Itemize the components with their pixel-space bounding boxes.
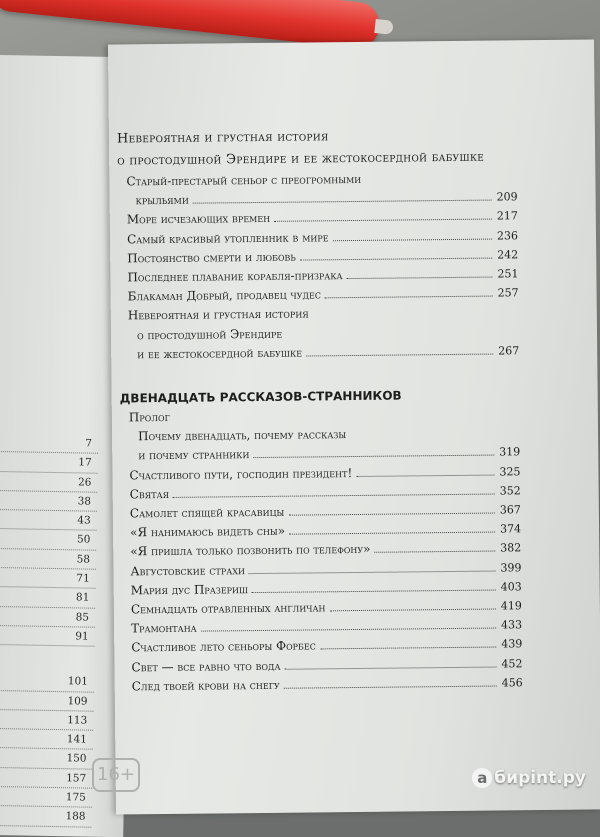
page-number: 399	[500, 560, 522, 575]
dot-leader	[374, 550, 495, 553]
toc-entry-title: Августовские страхи	[130, 562, 246, 579]
left-page-gap	[0, 645, 94, 673]
age-rating-mark: 16+	[92, 758, 140, 792]
dot-leader	[253, 454, 494, 459]
page-number: 456	[501, 676, 523, 690]
toc-entry-title: Святая	[129, 486, 170, 502]
dot-leader	[306, 352, 493, 356]
page-number: 319	[499, 445, 521, 459]
page-number: 267	[498, 344, 520, 358]
dot-leader	[300, 256, 492, 260]
toc-entry-title: «Я пришла только позвонить по телефону»	[130, 542, 371, 559]
toc-entry-title: Трамонтана	[131, 620, 197, 636]
page-number: 433	[501, 618, 523, 632]
page-number: 439	[501, 637, 523, 651]
left-page-number: 91	[0, 626, 95, 647]
page-number: 217	[496, 209, 518, 223]
toc-entry-title: Блакаман Добрый, продавец чудес	[127, 287, 322, 304]
dot-leader	[288, 512, 495, 516]
dot-leader	[289, 531, 495, 535]
dot-leader	[325, 295, 493, 299]
toc-entry-row	[132, 673, 523, 696]
page-number: 367	[499, 503, 521, 517]
toc-entry-title: Мария дус Празериш	[130, 581, 249, 598]
section-heading: ДВЕНАДЦАТЬ РАССКАЗОВ-СТРАННИКОВ	[119, 388, 402, 406]
toc-entry-title: Счастливого пути, господин президент!	[129, 465, 353, 483]
toc-entry	[126, 168, 517, 210]
dot-leader	[333, 237, 492, 241]
left-page-number: 101	[0, 671, 94, 692]
toc-entry-title: След твоей крови на снегу	[131, 677, 280, 694]
left-page-number: 150	[0, 748, 93, 769]
toc-entry-title: Постоянство смерти и любовь	[127, 249, 296, 266]
dot-leader	[173, 492, 495, 497]
left-page-number: 71	[0, 568, 96, 589]
left-page-number: 58	[0, 548, 96, 569]
page-number: 236	[496, 228, 519, 243]
toc-entry-title: и ее жестокосердной бабушке	[137, 345, 303, 362]
section-twelve-stories	[120, 384, 523, 696]
watermark	[472, 768, 586, 788]
toc-entry-title: Последнее плавание корабля-призрака	[127, 268, 343, 285]
dot-leader	[284, 684, 497, 688]
toc-entry-title: Почему двенадцать, почему рассказы	[138, 427, 347, 444]
left-page-number: 157	[0, 767, 92, 788]
toc-entry	[132, 673, 523, 696]
toc-entry-title: Счастливое лето сеньоры Форбес	[131, 638, 316, 655]
watermark-text: бирint.ру	[494, 768, 586, 788]
dot-leader	[201, 627, 496, 632]
toc-entry-title: Самый красивый утопленник в мире	[126, 229, 329, 246]
toc-entry-title: Самолет спящей красавицы	[129, 504, 285, 521]
toc-entry-title: Свет — все равно что вода	[131, 658, 281, 675]
page-number: 403	[500, 580, 522, 594]
left-page-number: 38	[0, 491, 97, 512]
dot-leader	[252, 588, 496, 593]
page-number: 374	[500, 522, 522, 536]
section-erendira	[117, 124, 519, 364]
section-entries	[120, 404, 523, 696]
page-number: 452	[501, 656, 523, 671]
toc-entry-title: Старый-престарый сеньор с преогромными	[126, 171, 362, 189]
left-page-number: 26	[0, 471, 98, 492]
left-page-number: 50	[0, 529, 97, 550]
toc-entry	[129, 404, 521, 466]
toc-entry-title: Море исчезающих времен	[126, 211, 271, 227]
dot-leader	[274, 218, 492, 222]
dot-leader	[356, 473, 494, 476]
toc-entry-title: о простодушной Эрендире	[136, 326, 283, 342]
left-page-number: 17	[0, 452, 98, 473]
left-page-number: 141	[0, 729, 93, 750]
page-number: 251	[497, 267, 519, 281]
dot-leader	[330, 608, 496, 612]
toc-entry-title: «Я нанимаюсь видеть сны»	[130, 523, 286, 540]
left-page-number: 85	[0, 606, 95, 627]
page-number: 209	[496, 190, 518, 204]
section-entries	[117, 168, 519, 364]
table-of-contents	[117, 124, 523, 696]
toc-entry-title: Невероятная и грустная история	[127, 306, 309, 323]
page-number: 382	[500, 541, 522, 555]
dot-leader	[285, 665, 497, 669]
dot-leader	[320, 646, 496, 650]
toc-entry-title: Пролог	[128, 409, 170, 425]
page-number: 419	[500, 599, 522, 613]
page-number: 325	[499, 464, 521, 479]
page-number: 242	[497, 248, 519, 262]
section-heading-line2: о простодушной Эрендире и ее жестокосердной бабушке	[117, 149, 485, 169]
left-page-number: 109	[0, 690, 94, 711]
toc-entry-title: крыльями	[135, 192, 189, 208]
dot-leader	[347, 276, 493, 280]
book-page	[108, 39, 600, 814]
left-page-number: 7	[0, 433, 98, 454]
left-page-number: 175	[0, 787, 92, 808]
toc-entry-title: и почему странники	[138, 447, 250, 463]
left-page-number: 81	[0, 587, 96, 608]
left-page-number: 43	[0, 510, 97, 531]
toc-entry-title: Семнадцать отравленных англичан	[130, 600, 326, 617]
left-page-numbers	[0, 433, 98, 828]
left-page-number: 188	[0, 806, 92, 827]
watermark-logo: а	[472, 768, 492, 788]
page-number: 257	[497, 286, 519, 300]
section-heading-line1: Невероятная и грустная история	[116, 129, 329, 147]
toc-entry	[128, 303, 520, 365]
page-number: 352	[499, 484, 521, 498]
dot-leader	[249, 569, 496, 574]
toc-entry-row	[137, 341, 519, 364]
dot-leader	[193, 199, 492, 204]
left-page-number: 113	[0, 710, 93, 731]
